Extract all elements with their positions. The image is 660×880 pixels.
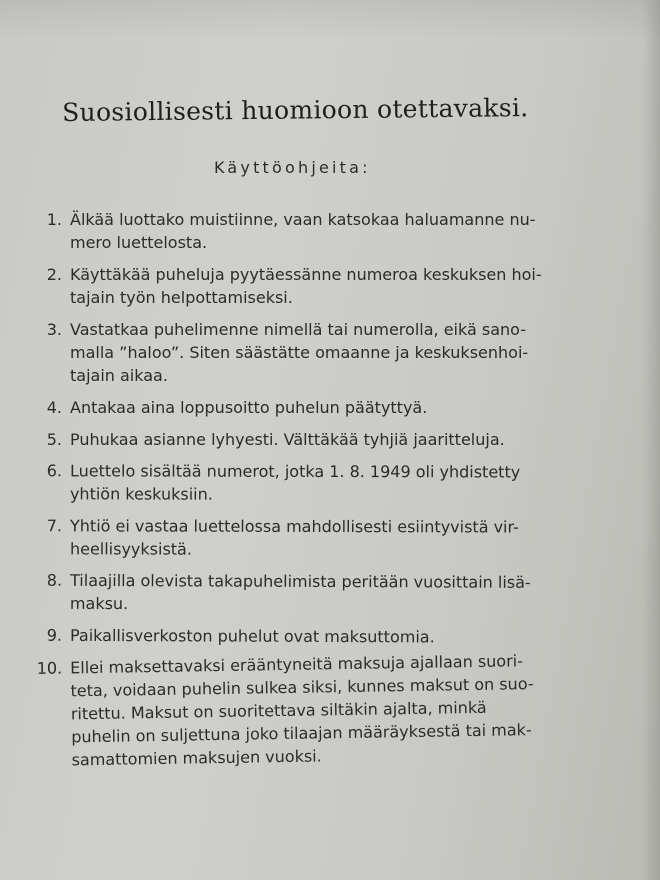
page-edge-shadow [642,0,660,880]
item-text: Älkää luottako muistiinne, vaan katsokaa haluamanne nu- mero luettelosta. [70,210,536,252]
list-item [30,208,630,254]
item-text: Käyttäkää puheluja pyytäessänne numeroa keskuksen hoi- tajain työn helpottamiseksi. [70,265,542,307]
item-number: 4. [46,398,62,417]
list-item [30,624,630,650]
item-number: 7. [46,516,63,536]
item-text: Yhtiö ei vastaa luettelossa mahdollisesti esiintyvistä vir- heellisyyksistä. [69,516,519,559]
instructions-list [30,208,630,781]
list-item [30,569,630,618]
item-number: 10. [36,658,63,678]
list-item [30,459,630,507]
list-item [30,428,630,451]
page-title: Suosiollisesti huomioon otettavaksi. [62,93,529,127]
list-item [30,263,630,309]
item-text: Tilaajilla olevista takapuhelimista peritään vuosittain lisä- maksu. [69,570,531,614]
item-text: Puhukaa asianne lyhyesti. Välttäkää tyhjiä jaaritteluja. [70,430,505,449]
page-subtitle: Käyttöohjeita: [214,158,371,177]
list-item [30,318,630,387]
item-number: 6. [46,461,63,481]
item-text: Antakaa aina loppusoitto puhelun päätyttyä. [70,398,428,417]
item-number: 9. [46,625,63,645]
list-item [30,648,632,772]
page-shadow [0,0,660,40]
item-number: 8. [46,570,63,590]
item-number: 2. [46,265,62,284]
list-item [30,514,630,562]
item-text: Vastatkaa puhelimenne nimellä tai numerolla, eikä sano- malla ”haloo”. Siten säästätte omaanne ja keskuksenhoi- tajain aikaa. [70,320,529,385]
item-number: 3. [46,320,62,339]
list-item [30,396,630,419]
item-number: 1. [46,210,62,229]
item-text: Paikallisverkoston puhelut ovat maksuttomia. [69,625,435,647]
item-number: 5. [46,430,62,449]
item-text: Ellei maksettavaksi erääntyneitä maksuja ajallaan suori- teta, voidaan puhelin sulkea siksi, kunnes maksut on suo- ritettu. Maksut on suoritettava siltäkin ajalta, minkä puhelin on suljettuna joko tilaajan määräyksestä tai mak- samattomien maksujen vuoksi. [70,651,534,770]
item-text: Luettelo sisältää numerot, jotka 1. 8. 1949 oli yhdistetty yhtiön keskuksiin. [69,461,521,504]
